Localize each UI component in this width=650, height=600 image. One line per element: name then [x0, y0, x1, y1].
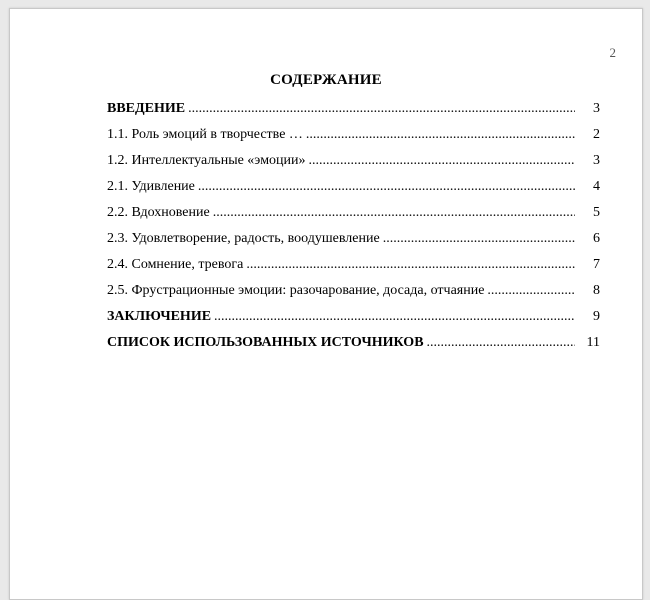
toc-entry[interactable]	[107, 283, 600, 309]
toc-entry-title: 2.1. Удивление	[107, 179, 195, 194]
toc-dot-leader	[246, 257, 575, 273]
toc-entry-title: ЗАКЛЮЧЕНИЕ	[107, 309, 212, 324]
toc-dot-leader	[214, 309, 575, 325]
toc-dot-leader	[487, 283, 575, 299]
toc-entry-page: 8	[593, 283, 600, 298]
toc-dot-leader	[309, 153, 575, 169]
toc-entry-title: ВВЕДЕНИЕ	[107, 101, 186, 116]
toc-entry-page: 3	[593, 101, 600, 116]
toc-entry-title: 2.5. Фрустрационные эмоции: разочарование, досада, отчаяние	[107, 283, 485, 298]
toc-entry-page: 3	[593, 153, 600, 168]
toc-entry-page: 9	[593, 309, 600, 324]
toc-entry-title: 2.3. Удовлетворение, радость, воодушевление	[107, 231, 380, 246]
toc-entry-title: 2.2. Вдохновение	[107, 205, 210, 220]
toc-entry[interactable]	[107, 179, 600, 205]
toc-entry-page: 2	[593, 127, 600, 142]
toc-entry[interactable]	[107, 101, 600, 127]
toc-entry-page: 6	[593, 231, 600, 246]
toc-dot-leader	[198, 179, 575, 195]
toc-entry-page: 5	[593, 205, 600, 220]
table-of-contents	[107, 101, 600, 361]
toc-entry[interactable]	[107, 153, 600, 179]
page-number: 2	[609, 45, 616, 60]
toc-dot-leader	[213, 205, 575, 221]
toc-entry[interactable]	[107, 309, 600, 335]
toc-entry[interactable]	[107, 231, 600, 257]
toc-entry[interactable]	[107, 127, 600, 153]
toc-entry-title: 1.2. Интеллектуальные «эмоции»	[107, 153, 306, 168]
toc-entry-page: 4	[593, 179, 600, 194]
toc-entry[interactable]	[107, 257, 600, 283]
toc-heading: СОДЕРЖАНИЕ	[270, 72, 382, 88]
toc-entry-title: 2.4. Сомнение, тревога	[107, 257, 244, 272]
toc-entry[interactable]	[107, 205, 600, 231]
toc-entry-title: 1.1. Роль эмоций в творчестве …	[107, 127, 303, 142]
toc-entry[interactable]	[107, 335, 600, 361]
toc-dot-leader	[306, 127, 575, 143]
document-page	[9, 8, 643, 600]
toc-entry-page: 7	[593, 257, 600, 272]
toc-entry-title: СПИСОК ИСПОЛЬЗОВАННЫХ ИСТОЧНИКОВ	[107, 335, 424, 350]
toc-dot-leader	[383, 231, 575, 247]
toc-dot-leader	[188, 101, 575, 117]
toc-entry-page: 11	[586, 335, 600, 350]
toc-dot-leader	[427, 335, 575, 351]
